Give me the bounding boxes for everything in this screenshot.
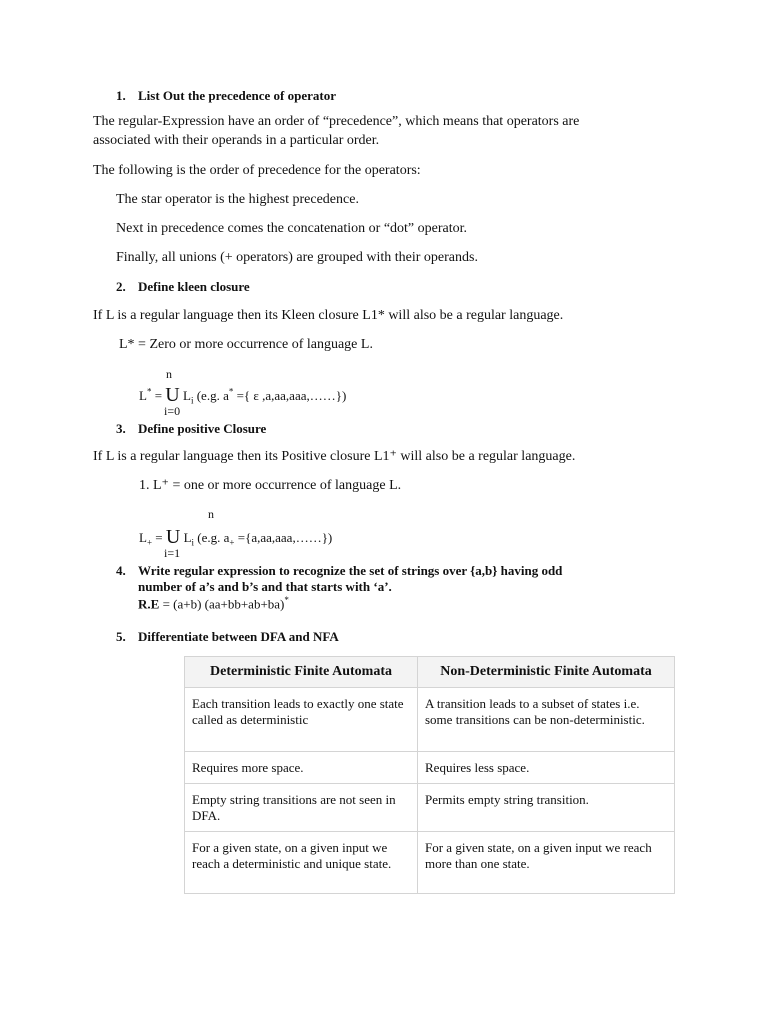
q2-heading <box>116 279 250 295</box>
q3-heading <box>116 421 266 437</box>
q2-formula-upper-limit: n <box>166 367 172 381</box>
q3-formula-upper-limit: n <box>208 507 214 521</box>
q1-order-intro: The following is the order of precedence for the operators: <box>93 163 421 178</box>
q2-definition: L* = Zero or more occurrence of language L. <box>119 337 373 352</box>
q4-regex: R.E = (a+b) (aa+bb+ab+ba)* <box>138 595 289 612</box>
table-row <box>185 784 675 832</box>
table-header-row <box>185 657 675 688</box>
table-header-dfa: Deterministic Finite Automata <box>185 657 418 688</box>
q2-title: Define kleen closure <box>138 279 250 294</box>
table-cell: Each transition leads to exactly one state called as deterministic <box>185 688 418 752</box>
q1-number: 1. <box>116 88 126 103</box>
union-symbol: U <box>165 526 181 548</box>
table-cell: For a given state, on a given input we reach more than one state. <box>418 832 675 894</box>
q4-regex-value: = (a+b) (aa+bb+ab+ba) <box>159 596 285 612</box>
q1-title: List Out the precedence of operator <box>138 88 336 103</box>
q3-number: 3. <box>116 421 126 436</box>
table-cell: Requires more space. <box>185 752 418 784</box>
q2-formula-lower-limit: i=0 <box>164 404 181 418</box>
table-header-nfa: Non-Deterministic Finite Automata <box>418 657 675 688</box>
table-cell: A transition leads to a subset of states i.e. some transitions can be non-deterministic. <box>418 688 675 752</box>
q4-title-line2: number of a’s and b’s and that starts with ‘a’. <box>138 579 392 594</box>
q2-formula: L* = U $L_i$ (e.g. a* ={ ε ,a,aa,aaa,……}) <box>139 384 347 406</box>
q1-item-1: The star operator is the highest precedence. <box>116 192 359 207</box>
table-cell: Requires less space. <box>418 752 675 784</box>
q3-formula: $L_+ = U$ $L_i$ (e.g. $a_+$ ={a,aa,aaa,……}) <box>139 526 333 548</box>
dfa-nfa-comparison-table <box>184 656 675 894</box>
q4-title-line1: Write regular expression to recognize the set of strings over {a,b} having odd <box>138 563 563 578</box>
q1-heading <box>116 88 336 104</box>
q5-number: 5. <box>116 629 126 644</box>
q1-item-3: Finally, all unions (+ operators) are grouped with their operands. <box>116 250 478 265</box>
q1-para-line1: The regular-Expression have an order of “precedence”, which means that operators are <box>93 114 580 129</box>
q3-definition: 1. L⁺ = one or more occurrence of language L. <box>139 478 402 493</box>
table-cell: Permits empty string transition. <box>418 784 675 832</box>
table-row <box>185 752 675 784</box>
q3-title: Define positive Closure <box>138 421 267 436</box>
q4-number: 4. <box>116 563 126 578</box>
q2-para: If L is a regular language then its Kleen closure L1* will also be a regular language. <box>93 308 564 323</box>
q3-para: If L is a regular language then its Positive closure L1⁺ will also be a regular language. <box>93 449 576 464</box>
q2-number: 2. <box>116 279 126 294</box>
q1-para-line2: associated with their operands in a particular order. <box>93 133 380 148</box>
union-symbol: U <box>165 384 180 406</box>
q1-item-2: Next in precedence comes the concatenation or “dot” operator. <box>116 221 468 236</box>
q4-regex-label: R.E <box>138 596 160 612</box>
table-cell: For a given state, on a given input we reach a deterministic and unique state. <box>185 832 418 894</box>
table-row <box>185 832 675 894</box>
table-cell: Empty string transitions are not seen in DFA. <box>185 784 418 832</box>
q5-title: Differentiate between DFA and NFA <box>138 629 339 644</box>
q3-formula-lower-limit: i=1 <box>164 546 181 560</box>
table-row <box>185 688 675 752</box>
q5-heading <box>116 629 339 645</box>
q4-heading <box>116 563 562 579</box>
